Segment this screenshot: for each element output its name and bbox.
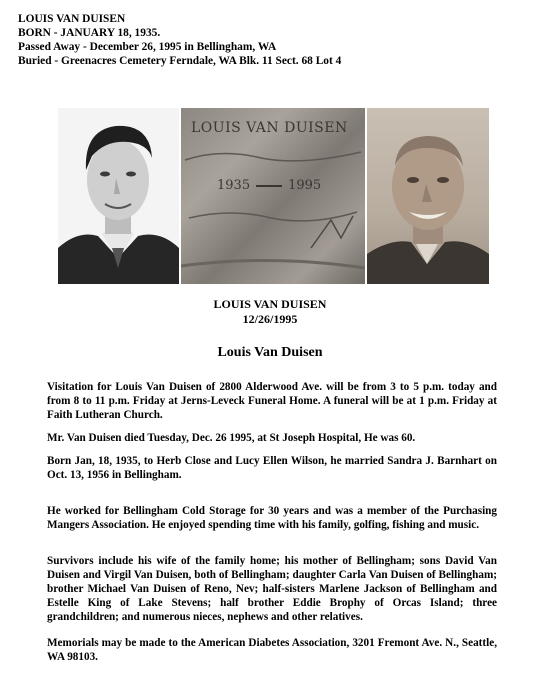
young-portrait-photo	[58, 108, 179, 284]
paragraph-birth-marriage: Born Jan, 18, 1935, to Herb Close and Lucy Ellen Wilson, he married Sandra J. Barnhart on Oct. 13, 1956 in Bellingham.	[47, 455, 497, 482]
obituary-heading-name: LOUIS VAN DUISEN	[213, 297, 327, 311]
paragraph-death: Mr. Van Duisen died Tuesday, Dec. 26 1995, at St Joseph Hospital, He was 60.	[47, 432, 416, 444]
header-passed-away: Passed Away - December 26, 1995 in Bellingham, WA	[18, 41, 277, 53]
header-born: BORN - JANUARY 18, 1935.	[18, 27, 161, 39]
young-portrait-image	[58, 108, 179, 284]
headstone-name: LOUIS VAN DUISEN	[191, 120, 348, 136]
header-name: LOUIS VAN DUISEN	[18, 13, 126, 25]
older-portrait-image	[367, 108, 489, 284]
paragraph-career: He worked for Bellingham Cold Storage for 30 years and was a member of the Purchasing Mangers Association. He enjoyed spending time with his family, golfing, fishing and music.	[47, 505, 497, 532]
paragraph-visitation: Visitation for Louis Van Duisen of 2800 Alderwood Ave. will be from 3 to 5 p.m. today and from 8 to 11 p.m. Friday at Jerns-Leveck Funeral Home. A funeral will be at 1 p.m. Friday at Faith Lutheran Church.	[47, 381, 497, 422]
headstone-birth-year: 1935	[217, 178, 251, 193]
header-block	[18, 12, 341, 68]
headstone-death-year: 1995	[288, 178, 322, 193]
paragraph-survivors: Survivors include his wife of the family home; his mother of Bellingham; sons David Van Duisen and Virgil Van Duisen, both of Bellingham; daughter Carla Van Duisen of Bellingham; brother Michael Van Duisen of Reno, Nev; half-sisters Marlene Jackson of Bellingham and Estelle King of Lake Stevens; half brother Eddie Brophy of Orcas Island; three grandchildren; and numerous nieces, nephews and other relatives.	[47, 555, 497, 624]
paragraph-memorials: Memorials may be made to the American Diabetes Association, 3201 Fremont Ave. N., Seattle, WA 98103.	[47, 637, 497, 664]
obituary-title: Louis Van Duisen	[217, 345, 323, 360]
headstone-engraving	[181, 108, 365, 284]
older-portrait-photo	[367, 108, 489, 284]
obituary-heading-date: 12/26/1995	[242, 312, 298, 326]
header-buried: Buried - Greenacres Cemetery Ferndale, WA Blk. 11 Sect. 68 Lot 4	[18, 55, 342, 67]
headstone-photo	[181, 108, 365, 284]
